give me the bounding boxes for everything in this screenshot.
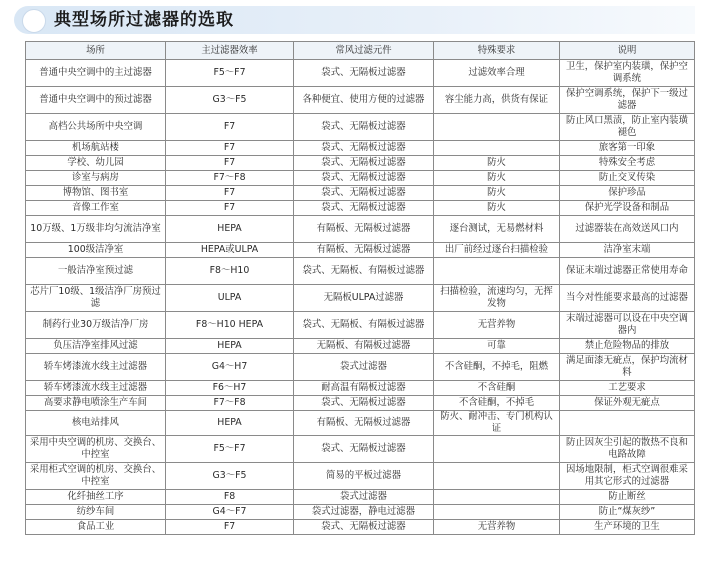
filter-element-cell: 袋式过滤器，静电过滤器 (294, 505, 434, 520)
special-requirement-cell: 防火 (434, 156, 560, 171)
table-row (26, 156, 695, 171)
filter-element-cell: 袋式、无隔板过滤器 (294, 186, 434, 201)
col-header-location: 场所 (26, 42, 166, 60)
notes-cell: 卫生，保护室内装璜，保护空调系统 (560, 60, 695, 87)
filter-element-cell: 袋式、无隔板、有隔板过滤器 (294, 312, 434, 339)
location-cell: 机场航站楼 (26, 141, 166, 156)
notes-cell: 禁止危险物品的排放 (560, 339, 695, 354)
table-row (26, 396, 695, 411)
location-cell: 轿车烤漆流水线主过滤器 (26, 354, 166, 381)
special-requirement-cell: 防火 (434, 201, 560, 216)
notes-cell: 因场地限制，柜式空调很难采用其它形式的过滤器 (560, 463, 695, 490)
special-requirement-cell: 逐台测试，无易燃材料 (434, 216, 560, 243)
notes-cell: 特殊安全考虑 (560, 156, 695, 171)
filter-element-cell: 袋式过滤器 (294, 354, 434, 381)
filter-element-cell: 袋式、无隔板过滤器 (294, 60, 434, 87)
special-requirement-cell (434, 463, 560, 490)
notes-cell: 防止断丝 (560, 490, 695, 505)
table-row (26, 505, 695, 520)
table-row (26, 312, 695, 339)
location-cell: 诊室与病房 (26, 171, 166, 186)
location-cell: 普通中央空调中的预过滤器 (26, 87, 166, 114)
notes-cell: 末端过滤器可以设在中央空调器内 (560, 312, 695, 339)
special-requirement-cell: 防火 (434, 171, 560, 186)
efficiency-cell: F8～H10 (166, 258, 294, 285)
notes-cell: 防止交叉传染 (560, 171, 695, 186)
notes-cell: 满足面漆无疵点，保护均流材料 (560, 354, 695, 381)
notes-cell: 保护光学设备和制品 (560, 201, 695, 216)
filter-element-cell: 无隔板、有隔板过滤器 (294, 339, 434, 354)
location-cell: 食品工业 (26, 520, 166, 535)
special-requirement-cell: 出厂前经过逐台扫描检验 (434, 243, 560, 258)
bullet-circle-icon (22, 9, 46, 33)
filter-element-cell: 袋式、无隔板过滤器 (294, 520, 434, 535)
efficiency-cell: HEPA (166, 216, 294, 243)
table-row (26, 141, 695, 156)
location-cell: 采用中央空调的机房、交换台、中控室 (26, 436, 166, 463)
special-requirement-cell: 无营养物 (434, 312, 560, 339)
table-row (26, 114, 695, 141)
notes-cell: 保证外观无疵点 (560, 396, 695, 411)
col-header-efficiency: 主过滤器效率 (166, 42, 294, 60)
table-row (26, 201, 695, 216)
location-cell: 纺纱车间 (26, 505, 166, 520)
efficiency-cell: HEPA或ULPA (166, 243, 294, 258)
special-requirement-cell: 无营养物 (434, 520, 560, 535)
table-row (26, 520, 695, 535)
table-row (26, 411, 695, 436)
page-title: 典型场所过滤器的选取 (54, 10, 234, 30)
table-row (26, 436, 695, 463)
notes-cell: 生产环境的卫生 (560, 520, 695, 535)
special-requirement-cell (434, 114, 560, 141)
special-requirement-cell: 防火、耐冲击、专门机构认证 (434, 411, 560, 436)
special-requirement-cell (434, 141, 560, 156)
notes-cell (560, 411, 695, 436)
efficiency-cell: F8 (166, 490, 294, 505)
table-row (26, 186, 695, 201)
notes-cell: 防止“煤灰纱” (560, 505, 695, 520)
notes-cell: 工艺要求 (560, 381, 695, 396)
efficiency-cell: F7 (166, 186, 294, 201)
efficiency-cell: G3～F5 (166, 463, 294, 490)
table-row (26, 87, 695, 114)
filter-element-cell: 袋式、无隔板过滤器 (294, 141, 434, 156)
filter-element-cell: 有隔板、无隔板过滤器 (294, 243, 434, 258)
filter-element-cell: 有隔板、无隔板过滤器 (294, 216, 434, 243)
location-cell: 制药行业30万级洁净厂房 (26, 312, 166, 339)
efficiency-cell: F7 (166, 141, 294, 156)
table-row (26, 243, 695, 258)
location-cell: 高要求静电喷涂生产车间 (26, 396, 166, 411)
table-row (26, 381, 695, 396)
special-requirement-cell: 不含硅酮，不掉毛 (434, 396, 560, 411)
filter-element-cell: 各种便宜、使用方便的过滤器 (294, 87, 434, 114)
special-requirement-cell: 容尘能力高，供货有保证 (434, 87, 560, 114)
location-cell: 学校、幼儿园 (26, 156, 166, 171)
efficiency-cell: F6～H7 (166, 381, 294, 396)
special-requirement-cell (434, 490, 560, 505)
location-cell: 100级洁净室 (26, 243, 166, 258)
filter-element-cell: 袋式过滤器 (294, 490, 434, 505)
filter-selection-table (25, 41, 695, 535)
notes-cell: 保证末端过滤器正常使用寿命 (560, 258, 695, 285)
special-requirement-cell: 过滤效率合理 (434, 60, 560, 87)
location-cell: 10万级、1万级非均匀流洁净室 (26, 216, 166, 243)
filter-element-cell: 袋式、无隔板过滤器 (294, 156, 434, 171)
notes-cell: 防止风口黑渍，防止室内装璜褪色 (560, 114, 695, 141)
filter-element-cell: 耐高温有隔板过滤器 (294, 381, 434, 396)
col-header-special-requirements: 特殊要求 (434, 42, 560, 60)
efficiency-cell: HEPA (166, 411, 294, 436)
efficiency-cell: ULPA (166, 285, 294, 312)
efficiency-cell: F5～F7 (166, 60, 294, 87)
table-row (26, 339, 695, 354)
special-requirement-cell: 不含硅酮，不掉毛，阻燃 (434, 354, 560, 381)
location-cell: 博物馆、图书室 (26, 186, 166, 201)
table-body (26, 60, 695, 535)
table-row (26, 285, 695, 312)
filter-element-cell: 无隔板ULPA过滤器 (294, 285, 434, 312)
table-row (26, 216, 695, 243)
table-row (26, 60, 695, 87)
filter-element-cell: 袋式、无隔板过滤器 (294, 114, 434, 141)
filter-element-cell: 袋式、无隔板过滤器 (294, 396, 434, 411)
special-requirement-cell: 不含硅酮 (434, 381, 560, 396)
special-requirement-cell: 扫描检验，流速均匀，无挥发物 (434, 285, 560, 312)
efficiency-cell: G3～F5 (166, 87, 294, 114)
notes-cell: 保护空调系统，保护下一级过滤器 (560, 87, 695, 114)
efficiency-cell: F7 (166, 520, 294, 535)
table-row (26, 463, 695, 490)
location-cell: 轿车烤漆流水线主过滤器 (26, 381, 166, 396)
special-requirement-cell: 防火 (434, 186, 560, 201)
location-cell: 芯片厂10级、1级洁净厂房预过滤 (26, 285, 166, 312)
special-requirement-cell: 可靠 (434, 339, 560, 354)
notes-cell: 洁净室末端 (560, 243, 695, 258)
notes-cell: 防止因灰尘引起的散热不良和电路故障 (560, 436, 695, 463)
notes-cell: 过滤器装在高效送风口内 (560, 216, 695, 243)
location-cell: 音像工作室 (26, 201, 166, 216)
efficiency-cell: G4～F7 (166, 505, 294, 520)
location-cell: 化纤抽丝工序 (26, 490, 166, 505)
efficiency-cell: F5～F7 (166, 436, 294, 463)
notes-cell: 保护珍品 (560, 186, 695, 201)
special-requirement-cell (434, 505, 560, 520)
efficiency-cell: F7 (166, 156, 294, 171)
efficiency-cell: G4～H7 (166, 354, 294, 381)
efficiency-cell: F7～F8 (166, 396, 294, 411)
efficiency-cell: F7 (166, 114, 294, 141)
special-requirement-cell (434, 258, 560, 285)
efficiency-cell: HEPA (166, 339, 294, 354)
col-header-notes: 说明 (560, 42, 695, 60)
filter-element-cell: 袋式、无隔板过滤器 (294, 171, 434, 186)
filter-element-cell: 袋式、无隔板过滤器 (294, 201, 434, 216)
filter-element-cell: 简易的平板过滤器 (294, 463, 434, 490)
table-row (26, 354, 695, 381)
notes-cell: 当今对性能要求最高的过滤器 (560, 285, 695, 312)
filter-element-cell: 袋式、无隔板过滤器 (294, 436, 434, 463)
location-cell: 高档公共场所中央空调 (26, 114, 166, 141)
table-row (26, 258, 695, 285)
col-header-filter-element: 常风过滤元件 (294, 42, 434, 60)
efficiency-cell: F8～H10 HEPA (166, 312, 294, 339)
notes-cell: 旅客第一印象 (560, 141, 695, 156)
efficiency-cell: F7 (166, 201, 294, 216)
table-row (26, 490, 695, 505)
filter-element-cell: 有隔板、无隔板过滤器 (294, 411, 434, 436)
location-cell: 采用柜式空调的机房、交换台、中控室 (26, 463, 166, 490)
location-cell: 普通中央空调中的主过滤器 (26, 60, 166, 87)
table-header-row (26, 42, 695, 60)
special-requirement-cell (434, 436, 560, 463)
efficiency-cell: F7～F8 (166, 171, 294, 186)
location-cell: 一般洁净室预过滤 (26, 258, 166, 285)
filter-element-cell: 袋式、无隔板、有隔板过滤器 (294, 258, 434, 285)
location-cell: 负压洁净室排风过滤 (26, 339, 166, 354)
location-cell: 核电站排风 (26, 411, 166, 436)
table-row (26, 171, 695, 186)
